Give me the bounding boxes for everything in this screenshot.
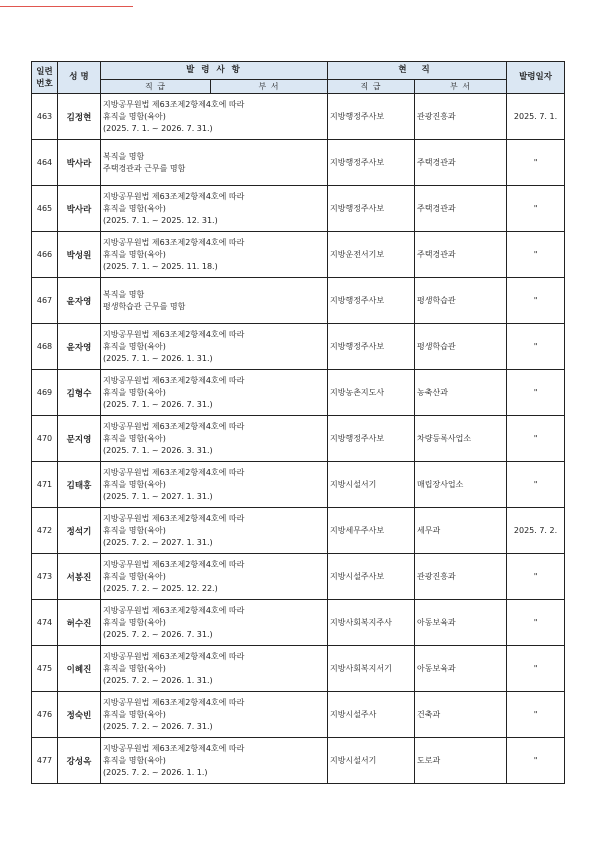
- appointment-order-line: 평생학습관 근무를 명함: [103, 301, 186, 311]
- current-department: 주택경관과: [415, 232, 507, 278]
- appointment-order-line: (2025. 7. 2. ~ 2026. 1. 1.): [103, 767, 208, 777]
- employee-name: 박사라: [58, 140, 101, 186]
- appointment-order-line: (2025. 7. 2. ~ 2026. 7. 31.): [103, 721, 213, 731]
- current-department: 농축산과: [415, 370, 507, 416]
- current-department: 차량등록사업소: [415, 416, 507, 462]
- employee-name: 강성옥: [58, 738, 101, 784]
- appointment-date: ": [507, 278, 565, 324]
- current-rank: 지방행정주사보: [328, 186, 415, 232]
- appointment-order-line: 지방공무원법 제63조제2항제4호에 따라: [103, 743, 245, 753]
- employee-name: 정석기: [58, 508, 101, 554]
- appointment-order-line: 휴직을 명함(육아): [103, 387, 166, 397]
- current-department: 아동보육과: [415, 600, 507, 646]
- header-name: 성 명: [58, 62, 101, 94]
- appointment-order-line: 휴직을 명함(육아): [103, 709, 166, 719]
- table-row: [32, 554, 565, 600]
- appointment-order: [101, 94, 328, 140]
- current-rank: 지방행정주사보: [328, 416, 415, 462]
- appointment-order-line: (2025. 7. 1. ~ 2026. 1. 31.): [103, 353, 213, 363]
- serial-number: 473: [32, 554, 58, 600]
- current-rank: 지방시설서기: [328, 738, 415, 784]
- header-appointment-rank: 직 급: [101, 80, 211, 94]
- table-row: [32, 278, 565, 324]
- appointment-order-line: 지방공무원법 제63조제2항제4호에 따라: [103, 651, 245, 661]
- appointment-order-line: 휴직을 명함(육아): [103, 203, 166, 213]
- appointment-order-line: (2025. 7. 1. ~ 2025. 12. 31.): [103, 215, 218, 225]
- appointment-order-line: 휴직을 명함(육아): [103, 663, 166, 673]
- employee-name: 허수진: [58, 600, 101, 646]
- appointment-date: ": [507, 370, 565, 416]
- top-accent-rule: [0, 6, 133, 7]
- appointment-order-line: (2025. 7. 1. ~ 2025. 11. 18.): [103, 261, 218, 271]
- appointment-order-line: (2025. 7. 2. ~ 2026. 1. 31.): [103, 675, 213, 685]
- appointment-date: ": [507, 232, 565, 278]
- appointment-date: ": [507, 462, 565, 508]
- current-rank: 지방시설주사: [328, 692, 415, 738]
- appointment-order-line: (2025. 7. 2. ~ 2025. 12. 22.): [103, 583, 218, 593]
- appointment-order: [101, 278, 328, 324]
- appointment-order-line: 휴직을 명함(육아): [103, 249, 166, 259]
- appointment-order: [101, 508, 328, 554]
- employee-name: 문지영: [58, 416, 101, 462]
- current-rank: 지방행정주사보: [328, 140, 415, 186]
- appointment-date: ": [507, 692, 565, 738]
- table-row: [32, 370, 565, 416]
- appointment-date: ": [507, 416, 565, 462]
- appointment-date: ": [507, 324, 565, 370]
- serial-number: 471: [32, 462, 58, 508]
- appointment-order: [101, 416, 328, 462]
- current-rank: 지방시설서기: [328, 462, 415, 508]
- employee-name: 박사라: [58, 186, 101, 232]
- appointment-order: [101, 370, 328, 416]
- appointment-order-line: 지방공무원법 제63조제2항제4호에 따라: [103, 421, 245, 431]
- appointment-order-line: 지방공무원법 제63조제2항제4호에 따라: [103, 467, 245, 477]
- appointment-order-line: (2025. 7. 2. ~ 2026. 7. 31.): [103, 629, 213, 639]
- employee-name: 박성원: [58, 232, 101, 278]
- table-row: [32, 186, 565, 232]
- current-rank: 지방행정주사보: [328, 94, 415, 140]
- current-department: 관광진흥과: [415, 94, 507, 140]
- current-department: 평생학습관: [415, 324, 507, 370]
- table-row: [32, 508, 565, 554]
- appointment-order: [101, 692, 328, 738]
- current-department: 주택경관과: [415, 140, 507, 186]
- header-appointment: 발 령 사 항: [101, 62, 328, 80]
- current-department: 매립장사업소: [415, 462, 507, 508]
- current-rank: 지방행정주사보: [328, 324, 415, 370]
- table-row: [32, 738, 565, 784]
- serial-number: 468: [32, 324, 58, 370]
- table-row: [32, 600, 565, 646]
- serial-number: 467: [32, 278, 58, 324]
- appointment-date: 2025. 7. 1.: [507, 94, 565, 140]
- appointment-date: ": [507, 140, 565, 186]
- employee-name: 이혜진: [58, 646, 101, 692]
- appointment-order-line: 주택경관과 근무를 명함: [103, 163, 186, 173]
- serial-number: 464: [32, 140, 58, 186]
- employee-name: 김형수: [58, 370, 101, 416]
- appointment-order-line: 휴직을 명함(육아): [103, 617, 166, 627]
- header-current-position: 현 직: [328, 62, 507, 80]
- employee-name: 김태홍: [58, 462, 101, 508]
- current-rank: 지방시설주사보: [328, 554, 415, 600]
- serial-number: 463: [32, 94, 58, 140]
- serial-number: 470: [32, 416, 58, 462]
- appointment-order: [101, 232, 328, 278]
- table-body: [32, 94, 565, 784]
- current-rank: 지방운전서기보: [328, 232, 415, 278]
- appointment-order-line: 지방공무원법 제63조제2항제4호에 따라: [103, 697, 245, 707]
- appointment-date: ": [507, 186, 565, 232]
- table-row: [32, 232, 565, 278]
- serial-number: 474: [32, 600, 58, 646]
- current-department: 평생학습관: [415, 278, 507, 324]
- current-department: 아동보육과: [415, 646, 507, 692]
- table-row: [32, 692, 565, 738]
- serial-number: 465: [32, 186, 58, 232]
- current-rank: 지방세무주사보: [328, 508, 415, 554]
- current-rank: 지방사회복지주사: [328, 600, 415, 646]
- current-rank: 지방농촌지도사: [328, 370, 415, 416]
- serial-number: 472: [32, 508, 58, 554]
- appointment-order: [101, 738, 328, 784]
- header-appointment-department: 부 서: [211, 80, 328, 94]
- appointment-order-line: 휴직을 명함(육아): [103, 433, 166, 443]
- table-row: [32, 646, 565, 692]
- appointment-date: ": [507, 554, 565, 600]
- appointment-order-line: (2025. 7. 1. ~ 2026. 7. 31.): [103, 123, 213, 133]
- employee-name: 김정현: [58, 94, 101, 140]
- serial-number: 466: [32, 232, 58, 278]
- table-row: [32, 140, 565, 186]
- appointment-order-line: 지방공무원법 제63조제2항제4호에 따라: [103, 329, 245, 339]
- appointment-order-line: 복직을 명함: [103, 151, 145, 161]
- appointment-order-line: 휴직을 명함(육아): [103, 479, 166, 489]
- employee-name: 서봉진: [58, 554, 101, 600]
- appointment-order-line: 지방공무원법 제63조제2항제4호에 따라: [103, 237, 245, 247]
- appointment-order-line: 휴직을 명함(육아): [103, 341, 166, 351]
- current-department: 주택경관과: [415, 186, 507, 232]
- appointment-order-line: 휴직을 명함(육아): [103, 111, 166, 121]
- appointment-date: 2025. 7. 2.: [507, 508, 565, 554]
- appointment-order: [101, 324, 328, 370]
- header-current-rank: 직 급: [328, 80, 415, 94]
- current-rank: 지방행정주사보: [328, 278, 415, 324]
- appointment-order: [101, 600, 328, 646]
- appointment-date: ": [507, 646, 565, 692]
- appointment-order-line: 지방공무원법 제63조제2항제4호에 따라: [103, 191, 245, 201]
- appointment-date: ": [507, 600, 565, 646]
- table-row: [32, 324, 565, 370]
- appointment-order-line: (2025. 7. 1. ~ 2026. 7. 31.): [103, 399, 213, 409]
- appointment-order-line: (2025. 7. 1. ~ 2027. 1. 31.): [103, 491, 213, 501]
- appointment-order-line: 지방공무원법 제63조제2항제4호에 따라: [103, 559, 245, 569]
- appointment-order: [101, 462, 328, 508]
- appointment-order-line: 지방공무원법 제63조제2항제4호에 따라: [103, 605, 245, 615]
- appointment-order: [101, 140, 328, 186]
- header-date: 발령일자: [507, 62, 565, 94]
- current-department: 도로과: [415, 738, 507, 784]
- employee-name: 윤자영: [58, 324, 101, 370]
- serial-number: 477: [32, 738, 58, 784]
- serial-number: 469: [32, 370, 58, 416]
- appointment-order-line: 휴직을 명함(육아): [103, 571, 166, 581]
- appointment-date: ": [507, 738, 565, 784]
- current-rank: 지방사회복지서기: [328, 646, 415, 692]
- table-row: [32, 416, 565, 462]
- table-row: [32, 462, 565, 508]
- appointment-order: [101, 186, 328, 232]
- current-department: 관광진흥과: [415, 554, 507, 600]
- appointment-order-line: (2025. 7. 2. ~ 2027. 1. 31.): [103, 537, 213, 547]
- personnel-appointment-table: [31, 61, 565, 784]
- appointment-order-line: 휴직을 명함(육아): [103, 755, 166, 765]
- appointment-order-line: 복직을 명함: [103, 289, 145, 299]
- header-current-department: 부 서: [415, 80, 507, 94]
- appointment-order: [101, 646, 328, 692]
- table-row: [32, 94, 565, 140]
- appointment-order-line: 지방공무원법 제63조제2항제4호에 따라: [103, 99, 245, 109]
- current-department: 세무과: [415, 508, 507, 554]
- appointment-order-line: 지방공무원법 제63조제2항제4호에 따라: [103, 513, 245, 523]
- appointment-order-line: 휴직을 명함(육아): [103, 525, 166, 535]
- header-serial: 일련 번호: [32, 62, 58, 94]
- current-department: 건축과: [415, 692, 507, 738]
- serial-number: 475: [32, 646, 58, 692]
- appointment-order: [101, 554, 328, 600]
- serial-number: 476: [32, 692, 58, 738]
- appointment-order-line: 지방공무원법 제63조제2항제4호에 따라: [103, 375, 245, 385]
- employee-name: 윤자영: [58, 278, 101, 324]
- employee-name: 정숙빈: [58, 692, 101, 738]
- appointment-order-line: (2025. 7. 1. ~ 2026. 3. 31.): [103, 445, 213, 455]
